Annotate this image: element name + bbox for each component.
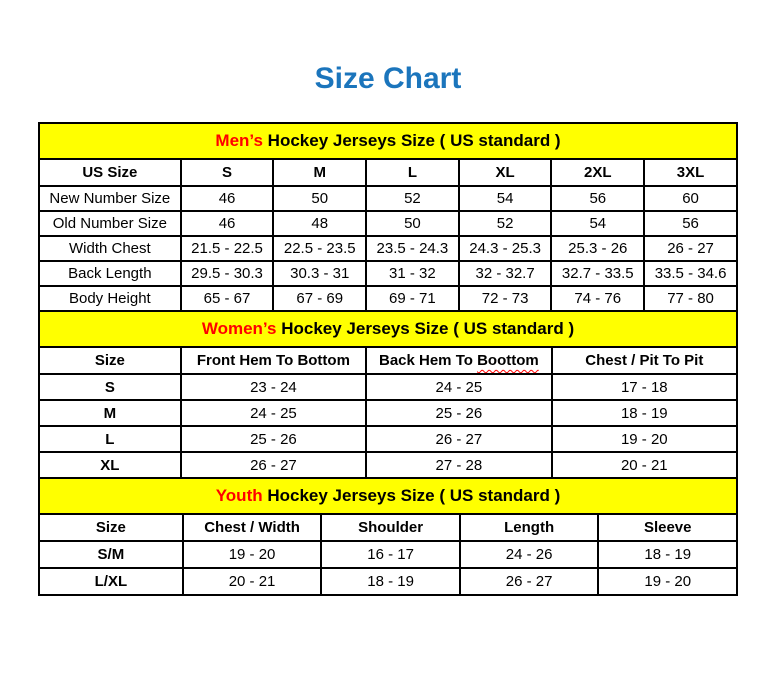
table-row bbox=[39, 374, 737, 400]
column-header: Chest / Pit To Pit bbox=[552, 347, 737, 374]
womens-highlight: Women’s bbox=[201, 319, 277, 338]
row-label-cell: Body Height bbox=[39, 286, 181, 311]
value-cell: 19 - 20 bbox=[552, 426, 737, 452]
back-hem-prefix: Back Hem To bbox=[378, 352, 478, 369]
column-header: Size bbox=[39, 514, 183, 541]
value-cell: 18 - 19 bbox=[552, 400, 737, 426]
table-row bbox=[39, 261, 737, 286]
column-header: Size bbox=[39, 347, 181, 374]
column-header: Shoulder bbox=[321, 514, 460, 541]
column-header: Sleeve bbox=[598, 514, 737, 541]
value-cell: 26 - 27 bbox=[644, 236, 737, 261]
page-title: Size Chart bbox=[314, 62, 462, 95]
value-cell: 24 - 26 bbox=[460, 541, 599, 568]
value-cell: 18 - 19 bbox=[598, 541, 737, 568]
value-cell: 19 - 20 bbox=[598, 568, 737, 595]
row-label-cell: L bbox=[39, 426, 181, 452]
table-row bbox=[39, 568, 737, 595]
row-label-cell: S/M bbox=[39, 541, 183, 568]
value-cell: 46 bbox=[181, 186, 274, 211]
value-cell: 74 - 76 bbox=[551, 286, 644, 311]
value-cell: 50 bbox=[366, 211, 459, 236]
column-header: Chest / Width bbox=[183, 514, 322, 541]
row-label-cell: XL bbox=[39, 452, 181, 478]
column-header: XL bbox=[459, 159, 552, 186]
mens-header-row bbox=[39, 159, 737, 186]
value-cell: 48 bbox=[273, 211, 366, 236]
value-cell: 27 - 28 bbox=[366, 452, 551, 478]
youth-title-rest: Hockey Jerseys Size ( US standard ) bbox=[262, 486, 561, 505]
table-row bbox=[39, 541, 737, 568]
value-cell: 60 bbox=[644, 186, 737, 211]
column-header: L bbox=[366, 159, 459, 186]
value-cell: 26 - 27 bbox=[181, 452, 366, 478]
value-cell: 56 bbox=[644, 211, 737, 236]
youth-size-table bbox=[38, 477, 738, 596]
value-cell: 56 bbox=[551, 186, 644, 211]
column-header bbox=[366, 347, 551, 374]
value-cell: 52 bbox=[459, 211, 552, 236]
womens-size-table bbox=[38, 310, 738, 479]
column-header: US Size bbox=[39, 159, 181, 186]
value-cell: 25.3 - 26 bbox=[551, 236, 644, 261]
womens-header-row bbox=[39, 347, 737, 374]
youth-header-row bbox=[39, 514, 737, 541]
value-cell: 25 - 26 bbox=[181, 426, 366, 452]
row-label-cell: Width Chest bbox=[39, 236, 181, 261]
column-header: 3XL bbox=[644, 159, 737, 186]
value-cell: 65 - 67 bbox=[181, 286, 274, 311]
value-cell: 32.7 - 33.5 bbox=[551, 261, 644, 286]
womens-section-title bbox=[39, 311, 737, 347]
column-header: Length bbox=[460, 514, 599, 541]
row-label-cell: Old Number Size bbox=[39, 211, 181, 236]
value-cell: 31 - 32 bbox=[366, 261, 459, 286]
value-cell: 23 - 24 bbox=[181, 374, 366, 400]
value-cell: 26 - 27 bbox=[460, 568, 599, 595]
youth-section-title bbox=[39, 478, 737, 514]
column-header: M bbox=[273, 159, 366, 186]
table-row bbox=[39, 400, 737, 426]
value-cell: 20 - 21 bbox=[183, 568, 322, 595]
value-cell: 46 bbox=[181, 211, 274, 236]
column-header: 2XL bbox=[551, 159, 644, 186]
value-cell: 23.5 - 24.3 bbox=[366, 236, 459, 261]
row-label-cell: Back Length bbox=[39, 261, 181, 286]
mens-title-rest: Hockey Jerseys Size ( US standard ) bbox=[262, 131, 561, 150]
value-cell: 54 bbox=[551, 211, 644, 236]
value-cell: 24 - 25 bbox=[181, 400, 366, 426]
womens-section-header bbox=[39, 311, 737, 347]
mens-section-title bbox=[39, 123, 737, 159]
value-cell: 24.3 - 25.3 bbox=[459, 236, 552, 261]
mens-size-table bbox=[38, 122, 738, 312]
youth-highlight: Youth bbox=[215, 486, 263, 505]
value-cell: 21.5 - 22.5 bbox=[181, 236, 274, 261]
table-row bbox=[39, 186, 737, 211]
row-label-cell: New Number Size bbox=[39, 186, 181, 211]
value-cell: 22.5 - 23.5 bbox=[273, 236, 366, 261]
value-cell: 19 - 20 bbox=[183, 541, 322, 568]
size-chart-container bbox=[38, 122, 738, 596]
value-cell: 20 - 21 bbox=[552, 452, 737, 478]
value-cell: 50 bbox=[273, 186, 366, 211]
value-cell: 32 - 32.7 bbox=[459, 261, 552, 286]
column-header: S bbox=[181, 159, 274, 186]
misspelled-word: Boottom bbox=[477, 352, 539, 369]
value-cell: 33.5 - 34.6 bbox=[644, 261, 737, 286]
row-label-cell: L/XL bbox=[39, 568, 183, 595]
womens-title-rest: Hockey Jerseys Size ( US standard ) bbox=[276, 319, 575, 338]
value-cell: 67 - 69 bbox=[273, 286, 366, 311]
mens-section-header bbox=[39, 123, 737, 159]
value-cell: 16 - 17 bbox=[321, 541, 460, 568]
row-label-cell: M bbox=[39, 400, 181, 426]
value-cell: 54 bbox=[459, 186, 552, 211]
table-row bbox=[39, 452, 737, 478]
value-cell: 26 - 27 bbox=[366, 426, 551, 452]
table-row bbox=[39, 426, 737, 452]
value-cell: 77 - 80 bbox=[644, 286, 737, 311]
youth-section-header bbox=[39, 478, 737, 514]
value-cell: 17 - 18 bbox=[552, 374, 737, 400]
mens-highlight: Men’s bbox=[215, 131, 263, 150]
value-cell: 52 bbox=[366, 186, 459, 211]
value-cell: 24 - 25 bbox=[366, 374, 551, 400]
table-row bbox=[39, 236, 737, 261]
value-cell: 25 - 26 bbox=[366, 400, 551, 426]
value-cell: 72 - 73 bbox=[459, 286, 552, 311]
value-cell: 69 - 71 bbox=[366, 286, 459, 311]
row-label-cell: S bbox=[39, 374, 181, 400]
value-cell: 29.5 - 30.3 bbox=[181, 261, 274, 286]
table-row bbox=[39, 211, 737, 236]
column-header: Front Hem To Bottom bbox=[181, 347, 366, 374]
value-cell: 18 - 19 bbox=[321, 568, 460, 595]
value-cell: 30.3 - 31 bbox=[273, 261, 366, 286]
table-row bbox=[39, 286, 737, 311]
